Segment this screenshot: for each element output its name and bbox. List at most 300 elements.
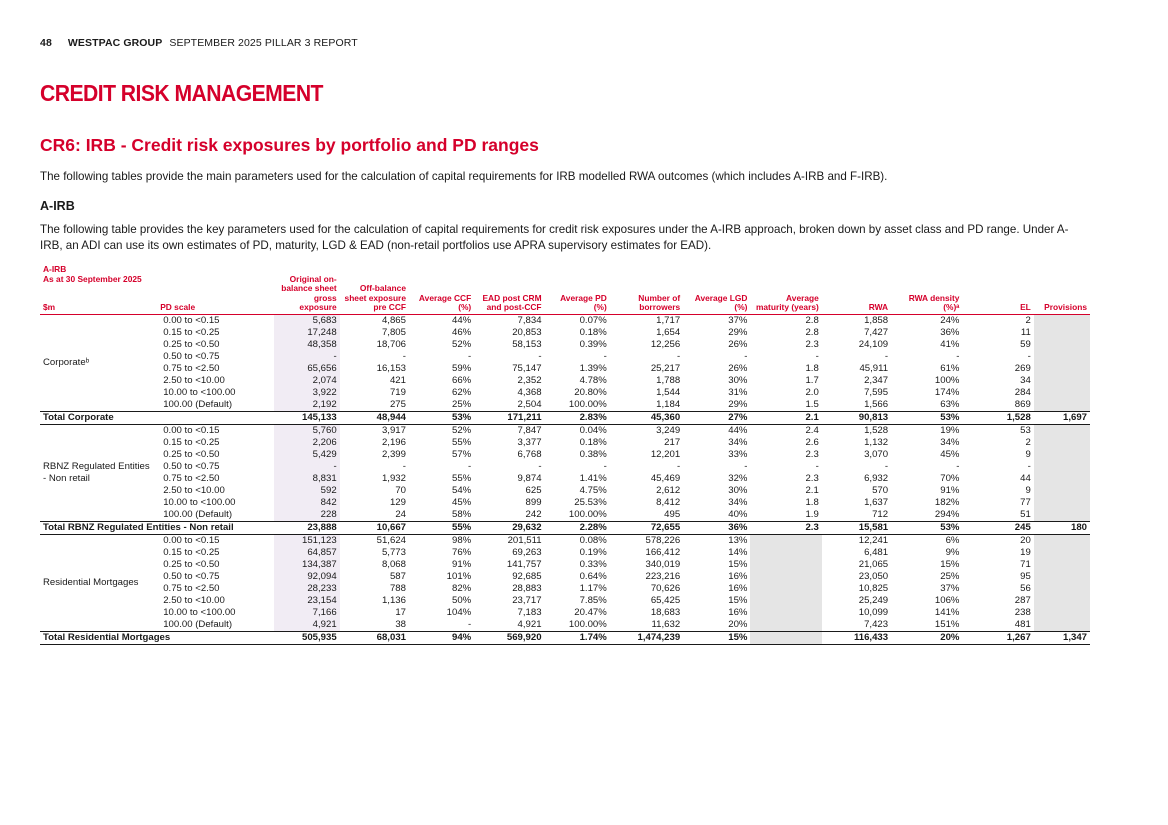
table-row — [40, 485, 1090, 497]
col-gross-exposure: Original on-balance sheet gross exposure — [274, 265, 339, 314]
value-cell: 182% — [934, 496, 960, 508]
total-value-cell: 2.28% — [545, 521, 610, 534]
pd-scale-cell: 10.00 to <100.00 — [163, 606, 236, 618]
table-row — [40, 607, 1090, 619]
provisions-cell — [1034, 559, 1090, 571]
value-cell: 45,469 — [650, 472, 681, 484]
provisions-cell — [1034, 607, 1090, 619]
value-cell: 6,932 — [864, 472, 889, 484]
value-cell: 8,831 — [274, 473, 339, 485]
value-cell: 2.3 — [805, 338, 819, 350]
provisions-cell — [1034, 314, 1090, 327]
value-cell: 95 — [1020, 570, 1031, 582]
value-cell: 75,147 — [512, 362, 542, 374]
value-cell: 58% — [409, 509, 474, 522]
value-cell: 269 — [1014, 362, 1031, 374]
value-cell: - — [884, 350, 889, 362]
value-cell: 712 — [822, 509, 891, 522]
value-cell: 481 — [962, 619, 1033, 632]
value-cell: 570 — [872, 484, 889, 496]
value-cell: 34% — [728, 436, 748, 448]
value-cell: - — [676, 460, 681, 472]
value-cell: 28,883 — [512, 582, 542, 594]
value-cell: 129 — [389, 496, 406, 508]
pd-scale-cell: 0.15 to <0.25 — [163, 326, 220, 338]
total-value-cell: 23,888 — [274, 521, 339, 534]
value-cell: 29% — [683, 399, 750, 412]
value-cell: 899 — [525, 496, 542, 508]
value-cell: 9 — [1025, 448, 1031, 460]
value-cell: 2,192 — [274, 399, 339, 412]
value-cell: 2.8 — [805, 326, 819, 338]
value-cell: 6% — [945, 534, 960, 546]
total-value-cell: 116,433 — [822, 631, 891, 644]
value-cell: 0.04% — [579, 424, 607, 436]
total-label: Total Residential Mortgages — [40, 631, 274, 644]
pd-scale-cell: 0.25 to <0.50 — [163, 558, 220, 570]
pd-scale-cell: 0.50 to <0.75 — [163, 570, 220, 582]
value-cell: 38 — [340, 619, 409, 632]
value-cell: 52% — [452, 424, 472, 436]
value-cell: 228 — [274, 509, 339, 522]
intro-text: The following tables provide the main parameters used for the calculation of capital requirements for IRB modelled RWA outcomes (which includes A-IRB and F-IRB). — [40, 170, 888, 183]
value-cell: 64,857 — [274, 547, 339, 559]
pd-scale-cell: 100.00 (Default) — [157, 509, 274, 522]
provisions-cell — [1034, 375, 1090, 387]
value-cell: 23,050 — [858, 570, 889, 582]
value-cell: 284 — [1014, 386, 1031, 398]
value-cell: 15% — [728, 594, 748, 606]
value-cell: 2,347 — [864, 374, 889, 386]
table-row — [40, 473, 1090, 485]
table-row — [40, 387, 1090, 399]
value-cell: 5,760 — [274, 424, 339, 437]
value-cell: 45% — [452, 496, 472, 508]
total-value-cell: 72,655 — [610, 521, 683, 534]
provisions-cell — [1034, 497, 1090, 509]
value-cell: 2.3 — [805, 448, 819, 460]
value-cell: 201,511 — [507, 534, 542, 546]
provisions-cell — [1034, 547, 1090, 559]
value-cell: 40% — [683, 509, 750, 522]
description-paragraph: The following table provides the key parameters used for the calculation of capital requirements for credit risk exposures under the A-IRB approach, broken down by asset class and PD range. Under A-IRB, an ADI can use its own estimates of PD, maturity, LGD & EAD (non-retail portfolios use APRA supervisory estimates for EAD). — [40, 223, 1069, 252]
value-cell: 65,425 — [650, 594, 681, 606]
table-header-row — [40, 265, 1090, 314]
value-cell: 7,847 — [517, 424, 542, 436]
value-cell: 25% — [940, 570, 960, 582]
value-cell: 77 — [1020, 496, 1031, 508]
value-cell: - — [815, 460, 819, 472]
total-value-cell: 1.74% — [545, 631, 610, 644]
value-cell: 20,853 — [512, 326, 542, 338]
value-cell: 19% — [940, 424, 960, 436]
value-cell: 5,429 — [274, 449, 339, 461]
provisions-cell — [1034, 485, 1090, 497]
value-cell: 91% — [452, 558, 472, 570]
provisions-cell — [1034, 339, 1090, 351]
provisions-cell — [1034, 424, 1090, 437]
report-name: SEPTEMBER 2025 PILLAR 3 REPORT — [169, 37, 358, 49]
value-cell: 3,249 — [656, 424, 681, 436]
value-cell: 34% — [940, 436, 960, 448]
value-cell: 23,717 — [512, 594, 542, 606]
pd-scale-cell: 0.25 to <0.50 — [163, 338, 220, 350]
value-cell — [750, 583, 821, 595]
value-cell: 2.0 — [805, 386, 819, 398]
value-cell: 44% — [728, 424, 748, 436]
value-cell: 495 — [610, 509, 683, 522]
value-cell: - — [402, 460, 406, 472]
table-row — [40, 363, 1090, 375]
value-cell: 1.5 — [750, 399, 821, 412]
value-cell: 1,637 — [864, 496, 889, 508]
table-row — [40, 595, 1090, 607]
value-cell: 2 — [1025, 436, 1031, 448]
total-value-cell: 1,697 — [1034, 411, 1090, 424]
value-cell: 58,153 — [512, 338, 542, 350]
value-cell: 166,412 — [645, 546, 681, 558]
col-average-maturity: Average maturity (years) — [750, 265, 821, 314]
total-label: Total RBNZ Regulated Entities - Non retail — [40, 521, 274, 534]
total-value-cell: 20% — [891, 631, 962, 644]
value-cell: 1,528 — [864, 424, 889, 436]
value-cell: 0.18% — [579, 326, 607, 338]
value-cell: 70 — [395, 484, 406, 496]
value-cell: 7,805 — [381, 326, 406, 338]
col-average-pd: Average PD (%) — [545, 265, 610, 314]
value-cell: 19 — [1020, 546, 1031, 558]
value-cell — [750, 534, 821, 547]
total-value-cell: 2.1 — [750, 411, 821, 424]
total-value-cell: 1,347 — [1034, 631, 1090, 644]
value-cell: 20 — [1020, 534, 1031, 546]
subheading: A-IRB — [40, 199, 75, 213]
value-cell: 25.53% — [574, 496, 607, 508]
provisions-cell — [1034, 461, 1090, 473]
value-cell: 51,624 — [376, 534, 406, 546]
value-cell: 14% — [728, 546, 748, 558]
value-cell — [750, 547, 821, 559]
value-cell: 1,858 — [864, 314, 889, 326]
value-cell: 174% — [934, 386, 960, 398]
value-cell: 36% — [940, 326, 960, 338]
value-cell: 578,226 — [645, 534, 681, 546]
pd-scale-cell: 0.50 to <0.75 — [163, 350, 220, 362]
table-row — [40, 497, 1090, 509]
value-cell: 16% — [728, 570, 748, 582]
value-cell: 100% — [934, 374, 960, 386]
value-cell — [750, 559, 821, 571]
total-value-cell: 68,031 — [340, 631, 409, 644]
pd-scale-cell: 100.00 (Default) — [157, 619, 274, 632]
value-cell: 869 — [962, 399, 1033, 412]
table-row — [40, 449, 1090, 461]
col-average-lgd: Average LGD (%) — [683, 265, 750, 314]
pd-scale-cell: 0.15 to <0.25 — [163, 546, 220, 558]
value-cell: 8,412 — [656, 496, 681, 508]
value-cell: 6,768 — [517, 448, 542, 460]
total-label: Total Corporate — [40, 411, 274, 424]
table-row — [40, 339, 1090, 351]
value-cell: 59 — [1020, 338, 1031, 350]
value-cell: 5,773 — [381, 546, 406, 558]
total-value-cell: 1,528 — [962, 411, 1033, 424]
value-cell: 719 — [389, 386, 406, 398]
pd-scale-cell: 2.50 to <10.00 — [163, 484, 225, 496]
value-cell: 16% — [728, 606, 748, 618]
value-cell: 12,201 — [650, 448, 681, 460]
value-cell: 92,685 — [512, 570, 542, 582]
value-cell: 7,166 — [274, 607, 339, 619]
value-cell: 287 — [1014, 594, 1031, 606]
total-value-cell: 27% — [683, 411, 750, 424]
value-cell: - — [1027, 460, 1031, 472]
value-cell: 101% — [446, 570, 472, 582]
value-cell: 1,788 — [656, 374, 681, 386]
value-cell: 51 — [962, 509, 1033, 522]
value-cell: 12,241 — [858, 534, 889, 546]
provisions-cell — [1034, 351, 1090, 363]
value-cell: 100.00% — [545, 509, 610, 522]
value-cell: 1.8 — [805, 362, 819, 374]
value-cell: 421 — [389, 374, 406, 386]
value-cell: 2 — [1025, 314, 1031, 326]
value-cell: 15% — [940, 558, 960, 570]
value-cell: 1.41% — [579, 472, 607, 484]
value-cell: 45% — [940, 448, 960, 460]
value-cell: 1,184 — [610, 399, 683, 412]
value-cell: 0.33% — [579, 558, 607, 570]
value-cell: 3,070 — [864, 448, 889, 460]
value-cell: - — [603, 460, 607, 472]
total-value-cell: 15,581 — [822, 521, 891, 534]
value-cell: 98% — [452, 534, 472, 546]
value-cell: 13% — [728, 534, 748, 546]
value-cell: 71 — [1020, 558, 1031, 570]
pd-scale-cell: 0.25 to <0.50 — [163, 448, 220, 460]
value-cell: 8,068 — [381, 558, 406, 570]
value-cell: 3,377 — [517, 436, 542, 448]
asset-class-label: RBNZ Regulated Entities - Non retail — [43, 460, 150, 484]
col-offbalance: Off-balance sheet exposure pre CCF — [340, 265, 409, 314]
value-cell: 28,233 — [274, 583, 339, 595]
value-cell: 30% — [728, 484, 748, 496]
value-cell: 2,352 — [517, 374, 542, 386]
table-row — [40, 314, 1090, 327]
value-cell: - — [676, 350, 681, 362]
value-cell: 56 — [1020, 582, 1031, 594]
pd-scale-cell: 0.75 to <2.50 — [163, 362, 220, 374]
value-cell: - — [884, 460, 889, 472]
pd-scale-cell: 0.75 to <2.50 — [163, 582, 220, 594]
value-cell: 106% — [934, 594, 960, 606]
table-row — [40, 399, 1090, 412]
value-cell: - — [956, 460, 960, 472]
value-cell: 46% — [452, 326, 472, 338]
value-cell: - — [468, 350, 472, 362]
value-cell: 3,917 — [381, 424, 406, 436]
pd-scale-cell: 0.00 to <0.15 — [163, 424, 220, 436]
total-value-cell: 145,133 — [274, 411, 339, 424]
total-value-cell: 171,211 — [474, 411, 544, 424]
total-value-cell: 180 — [1034, 521, 1090, 534]
value-cell: 2.1 — [805, 484, 819, 496]
total-value-cell: 53% — [409, 411, 474, 424]
value-cell: 1,654 — [656, 326, 681, 338]
pd-scale-cell: 0.75 to <2.50 — [163, 472, 220, 484]
value-cell: 52% — [452, 338, 472, 350]
value-cell: 2,206 — [274, 437, 339, 449]
value-cell: 1.8 — [805, 496, 819, 508]
value-cell: 16% — [728, 582, 748, 594]
value-cell: - — [815, 350, 819, 362]
value-cell: 1.17% — [579, 582, 607, 594]
value-cell: 9% — [945, 546, 960, 558]
value-cell: 1,544 — [656, 386, 681, 398]
table-row — [40, 619, 1090, 632]
value-cell: - — [402, 350, 406, 362]
provisions-cell — [1034, 363, 1090, 375]
provisions-cell — [1034, 534, 1090, 547]
value-cell: 55% — [452, 436, 472, 448]
value-cell: 24% — [940, 314, 960, 326]
value-cell: 3,922 — [274, 387, 339, 399]
col-average-ccf: Average CCF (%) — [409, 265, 474, 314]
value-cell: 7.85% — [579, 594, 607, 606]
cr6-table — [40, 265, 1090, 645]
provisions-cell — [1034, 399, 1090, 412]
col-rwa: RWA — [822, 265, 891, 314]
value-cell: 59% — [452, 362, 472, 374]
value-cell: 4,921 — [474, 619, 544, 632]
value-cell: 11 — [1020, 326, 1031, 338]
pd-scale-cell: 10.00 to <100.00 — [163, 496, 236, 508]
value-cell: 15% — [728, 558, 748, 570]
value-cell: 25,249 — [858, 594, 889, 606]
total-value-cell: 15% — [683, 631, 750, 644]
value-cell: 21,065 — [858, 558, 889, 570]
value-cell: 55% — [452, 472, 472, 484]
table-row — [40, 583, 1090, 595]
provisions-cell — [1034, 449, 1090, 461]
value-cell: 141,757 — [506, 558, 542, 570]
value-cell: - — [468, 460, 472, 472]
pd-scale-cell: 0.50 to <0.75 — [163, 460, 220, 472]
value-cell: 34 — [1020, 374, 1031, 386]
value-cell: 6,481 — [864, 546, 889, 558]
provisions-cell — [1034, 619, 1090, 632]
provisions-cell — [1034, 509, 1090, 522]
value-cell: 50% — [452, 594, 472, 606]
table-title: CR6: IRB - Credit risk exposures by portfolio and PD ranges — [40, 135, 539, 155]
provisions-cell — [1034, 595, 1090, 607]
total-value-cell: 90,813 — [822, 411, 891, 424]
value-cell: 4.78% — [579, 374, 607, 386]
value-cell: 44 — [1020, 472, 1031, 484]
table-row — [40, 424, 1090, 437]
value-cell: 223,216 — [645, 570, 681, 582]
total-value-cell: 10,667 — [340, 521, 409, 534]
value-cell: 25% — [409, 399, 474, 412]
value-cell: 16,153 — [376, 362, 406, 374]
table-row — [40, 559, 1090, 571]
provisions-cell — [1034, 571, 1090, 583]
col-borrowers: Number of borrowers — [610, 265, 683, 314]
value-cell: 151,123 — [274, 534, 339, 547]
pd-scale-cell: 0.00 to <0.15 — [163, 314, 220, 326]
value-cell: 12,256 — [650, 338, 681, 350]
value-cell: 242 — [474, 509, 544, 522]
provisions-cell — [1034, 583, 1090, 595]
value-cell: 31% — [728, 386, 748, 398]
provisions-cell — [1034, 327, 1090, 339]
total-value-cell: 48,944 — [340, 411, 409, 424]
table-row — [40, 534, 1090, 547]
value-cell: 1,932 — [381, 472, 406, 484]
value-cell — [750, 571, 821, 583]
page-number: 48 — [40, 37, 52, 49]
total-value-cell: 1,267 — [962, 631, 1033, 644]
provisions-cell — [1034, 473, 1090, 485]
value-cell: 1.7 — [805, 374, 819, 386]
table-row — [40, 327, 1090, 339]
total-value-cell: 245 — [962, 521, 1033, 534]
value-cell: 41% — [940, 338, 960, 350]
total-value-cell: 45,360 — [610, 411, 683, 424]
value-cell: 1.9 — [750, 509, 821, 522]
value-cell: 625 — [525, 484, 542, 496]
pd-scale-cell: 0.00 to <0.15 — [163, 534, 220, 546]
total-value-cell: 569,920 — [474, 631, 544, 644]
value-cell: 32% — [728, 472, 748, 484]
table-row — [40, 509, 1090, 522]
value-cell: 2,399 — [381, 448, 406, 460]
value-cell: 592 — [274, 485, 339, 497]
table-row — [40, 571, 1090, 583]
value-cell — [750, 619, 821, 632]
table-body — [40, 314, 1090, 644]
value-cell: 29% — [728, 326, 748, 338]
value-cell: 0.18% — [579, 436, 607, 448]
pd-scale-cell: 10.00 to <100.00 — [163, 386, 236, 398]
value-cell: 65,656 — [274, 363, 339, 375]
corner-header: A-IRB As at 30 September 2025 $m — [40, 265, 157, 314]
value-cell: - — [538, 460, 542, 472]
value-cell — [750, 595, 821, 607]
value-cell: 57% — [452, 448, 472, 460]
table-row — [40, 461, 1090, 473]
value-cell: 23,154 — [274, 595, 339, 607]
value-cell: 1,132 — [864, 436, 889, 448]
value-cell: 82% — [452, 582, 472, 594]
total-value-cell: 2.83% — [545, 411, 610, 424]
value-cell: 842 — [274, 497, 339, 509]
value-cell: 217 — [664, 436, 681, 448]
value-cell: 48,358 — [274, 339, 339, 351]
value-cell: 2,196 — [381, 436, 406, 448]
pd-scale-cell: 2.50 to <10.00 — [163, 594, 225, 606]
total-row — [40, 411, 1090, 424]
value-cell: - — [744, 460, 748, 472]
table-row — [40, 437, 1090, 449]
total-value-cell: 505,935 — [274, 631, 339, 644]
value-cell: 788 — [389, 582, 406, 594]
value-cell: 100.00% — [545, 399, 610, 412]
value-cell: 34% — [728, 496, 748, 508]
col-pd-scale: PD scale — [157, 265, 274, 314]
value-cell: 17,248 — [274, 327, 339, 339]
value-cell: 7,423 — [822, 619, 891, 632]
